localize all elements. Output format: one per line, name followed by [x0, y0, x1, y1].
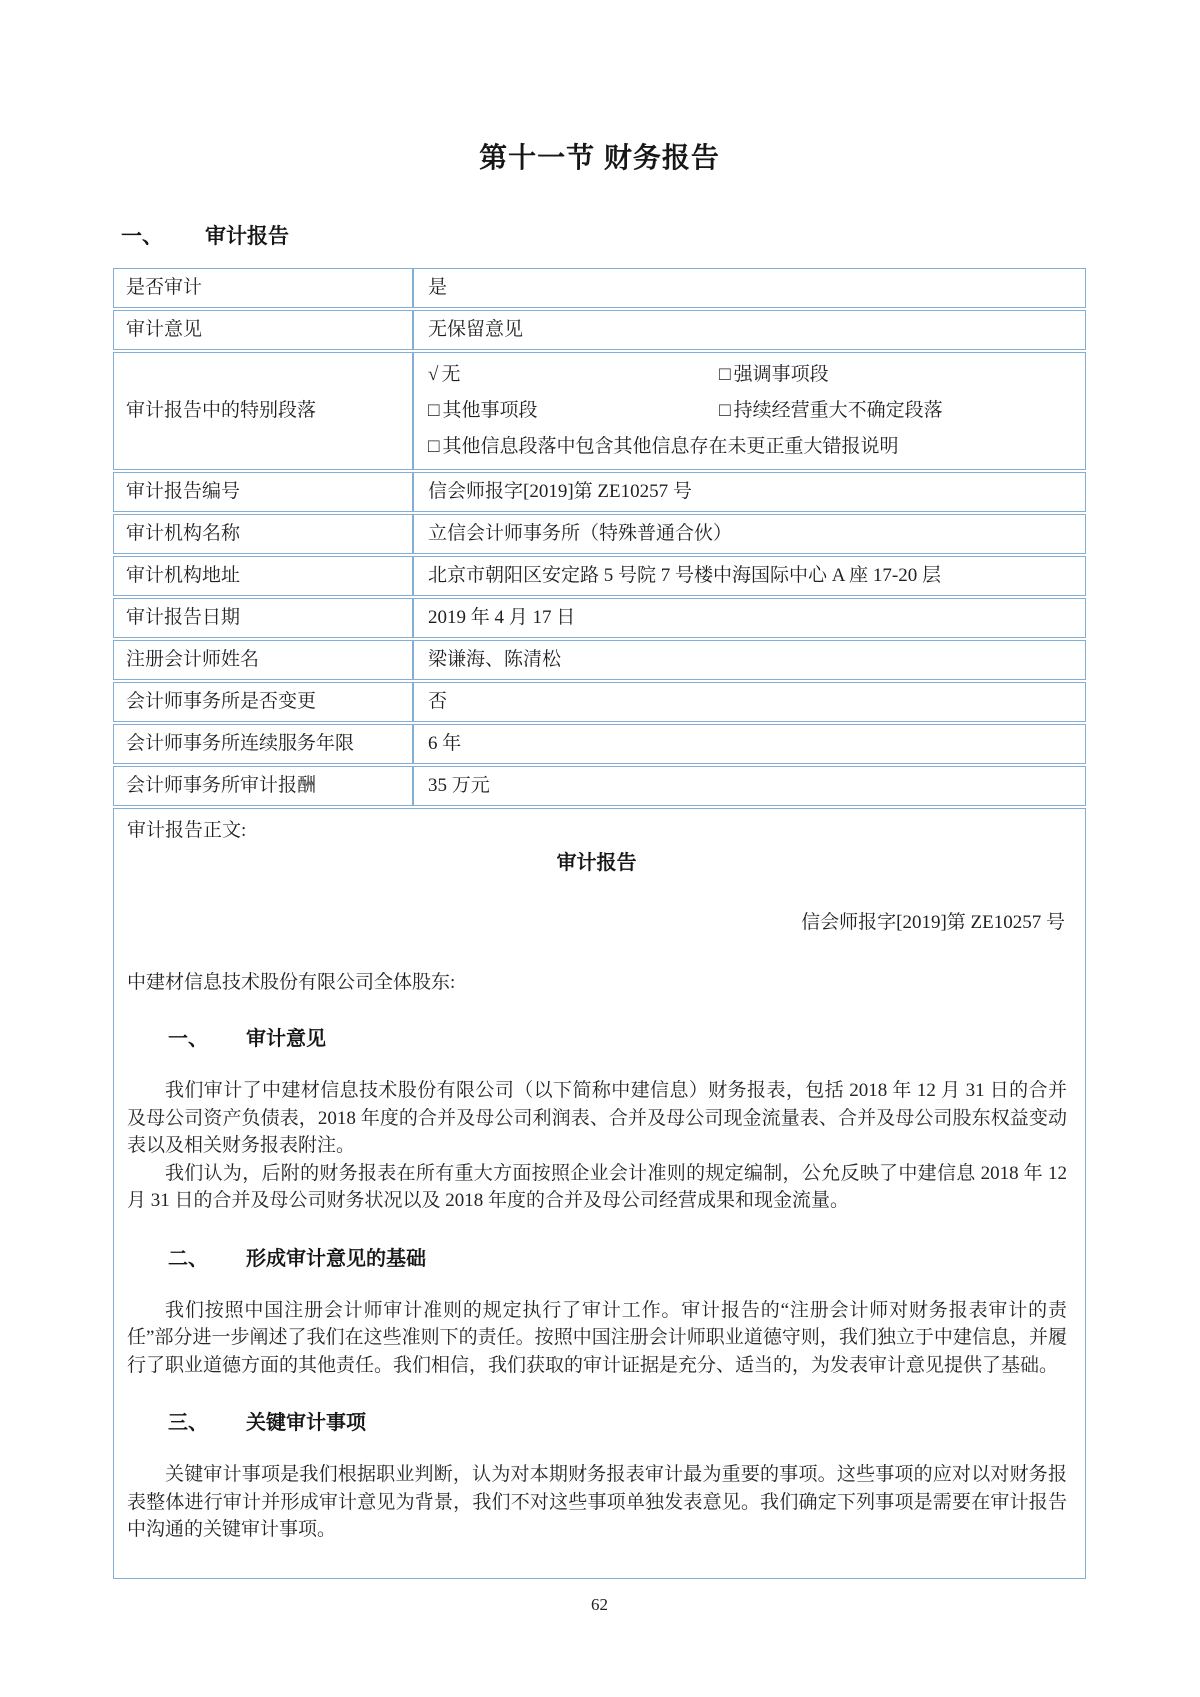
option-label: 其他事项段 [442, 400, 538, 421]
heading-text: 形成审计意见的基础 [246, 1247, 426, 1270]
report-title: 审计报告 [556, 852, 637, 874]
section-number: 一、 [121, 225, 163, 248]
report-addressee: 中建材信息技术股份有限公司全体股东: [127, 972, 456, 993]
checkbox-unchecked-icon: □ [719, 364, 731, 385]
heading-number: 二、 [168, 1247, 208, 1270]
report-section-audit-opinion [120, 1027, 1073, 1215]
row-label: 审计机构地址 [113, 556, 413, 596]
table-row [113, 514, 1086, 554]
table-row [113, 640, 1086, 680]
row-label: 会计师事务所审计报酬 [113, 766, 413, 806]
table-row-report-body [113, 808, 1086, 1579]
row-label: 会计师事务所是否变更 [113, 682, 413, 722]
row-label: 注册会计师姓名 [113, 640, 413, 680]
paragraph: 关键审计事项是我们根据职业判断，认为对本期财务报表审计最为重要的事项。这些事项的应对以对财务报表整体进行审计并形成审计意见为背景，我们不对这些事项单独发表意见。我们确定下列事项是需要在审计报告中沟通的关键审计事项。 [127, 1464, 1067, 1540]
row-label: 审计机构名称 [113, 514, 413, 554]
report-body-cell [113, 808, 1086, 1579]
table-row [113, 310, 1086, 350]
page-title: 第十一节 财务报告 [479, 142, 720, 173]
report-section-key-audit-matters [120, 1411, 1073, 1544]
audit-summary-table [113, 266, 1086, 1581]
page-number: 62 [591, 1594, 608, 1614]
checkbox-unchecked-icon: □ [428, 436, 440, 457]
row-label: 审计意见 [113, 310, 413, 350]
checkbox-unchecked-icon: □ [428, 400, 440, 421]
options-grid [428, 360, 1075, 462]
option-label: 其他信息段落中包含其他信息存在未更正重大错报说明 [442, 436, 899, 457]
option-other-information-misstatement [428, 432, 1075, 462]
option-label: 无 [441, 364, 461, 385]
report-body-label: 审计报告正文: [127, 820, 247, 841]
table-row [113, 556, 1086, 596]
option-emphasis-paragraph [719, 360, 1075, 390]
table-row [113, 472, 1086, 512]
option-label: 强调事项段 [733, 364, 829, 385]
table-row [113, 724, 1086, 764]
row-value: 是 [413, 268, 1086, 308]
row-label: 会计师事务所连续服务年限 [113, 724, 413, 764]
heading-text: 关键审计事项 [246, 1412, 366, 1434]
heading-number: 三、 [168, 1412, 208, 1434]
row-value: 35 万元 [413, 766, 1086, 806]
row-value: 立信会计师事务所（特殊普通合伙） [413, 514, 1086, 554]
option-label: 持续经营重大不确定段落 [733, 400, 943, 421]
paragraph: 我们按照中国注册会计师审计准则的规定执行了审计工作。审计报告的“注册会计师对财务报表审计的责任”部分进一步阐述了我们在这些准则下的责任。按照中国注册会计师职业道德守则，我们独立于中建信息，并履行了职业道德方面的其他责任。我们相信，我们获取的审计证据是充分、适当的，为发表审计意见提供了基础。 [127, 1299, 1067, 1376]
row-value: 无保留意见 [413, 310, 1086, 350]
table-row [113, 268, 1086, 308]
report-number: 信会师报字[2019]第 ZE10257 号 [801, 912, 1065, 933]
checkbox-checked-icon: √ [428, 364, 439, 385]
checkbox-unchecked-icon: □ [719, 400, 731, 421]
paragraph: 我们认为，后附的财务报表在所有重大方面按照企业会计准则的规定编制，公允反映了中建信息 2018 年 12 月 31 日的合并及母公司财务状况以及 2018 年度的合并及母公司经营成果和现金流量。 [127, 1162, 1067, 1211]
report-section-heading [120, 1247, 1073, 1271]
row-label: 审计报告编号 [113, 472, 413, 512]
paragraph: 我们审计了中建材信息技术股份有限公司（以下简称中建信息）财务报表，包括 2018 年 12 月 31 日的合并及母公司资产负债表，2018 年度的合并及母公司利润表、合并及母公司现金流量表、合并及母公司股东权益变动表以及相关财务报表附注。 [127, 1080, 1067, 1156]
heading-number: 一、 [168, 1028, 208, 1050]
row-label: 是否审计 [113, 268, 413, 308]
table-row [113, 766, 1086, 806]
option-none [428, 360, 719, 390]
row-value: 北京市朝阳区安定路 5 号院 7 号楼中海国际中心 A 座 17-20 层 [413, 556, 1086, 596]
special-paragraph-options [413, 352, 1086, 470]
table-row [113, 598, 1086, 638]
report-section-heading [120, 1027, 1073, 1051]
row-label: 审计报告中的特别段落 [113, 352, 413, 470]
table-row-special-paragraphs [113, 352, 1086, 470]
option-going-concern-paragraph [719, 396, 1075, 426]
table-row [113, 682, 1086, 722]
section-heading [113, 220, 1086, 250]
option-other-matters-paragraph [428, 396, 719, 426]
heading-text: 审计意见 [246, 1028, 326, 1050]
row-value: 梁谦海、陈清松 [413, 640, 1086, 680]
report-section-heading [120, 1411, 1073, 1435]
report-section-basis-for-opinion [120, 1247, 1073, 1380]
row-value: 2019 年 4 月 17 日 [413, 598, 1086, 638]
section-title: 审计报告 [205, 225, 289, 248]
row-value: 信会师报字[2019]第 ZE10257 号 [413, 472, 1086, 512]
row-value: 否 [413, 682, 1086, 722]
row-value: 6 年 [413, 724, 1086, 764]
row-label: 审计报告日期 [113, 598, 413, 638]
